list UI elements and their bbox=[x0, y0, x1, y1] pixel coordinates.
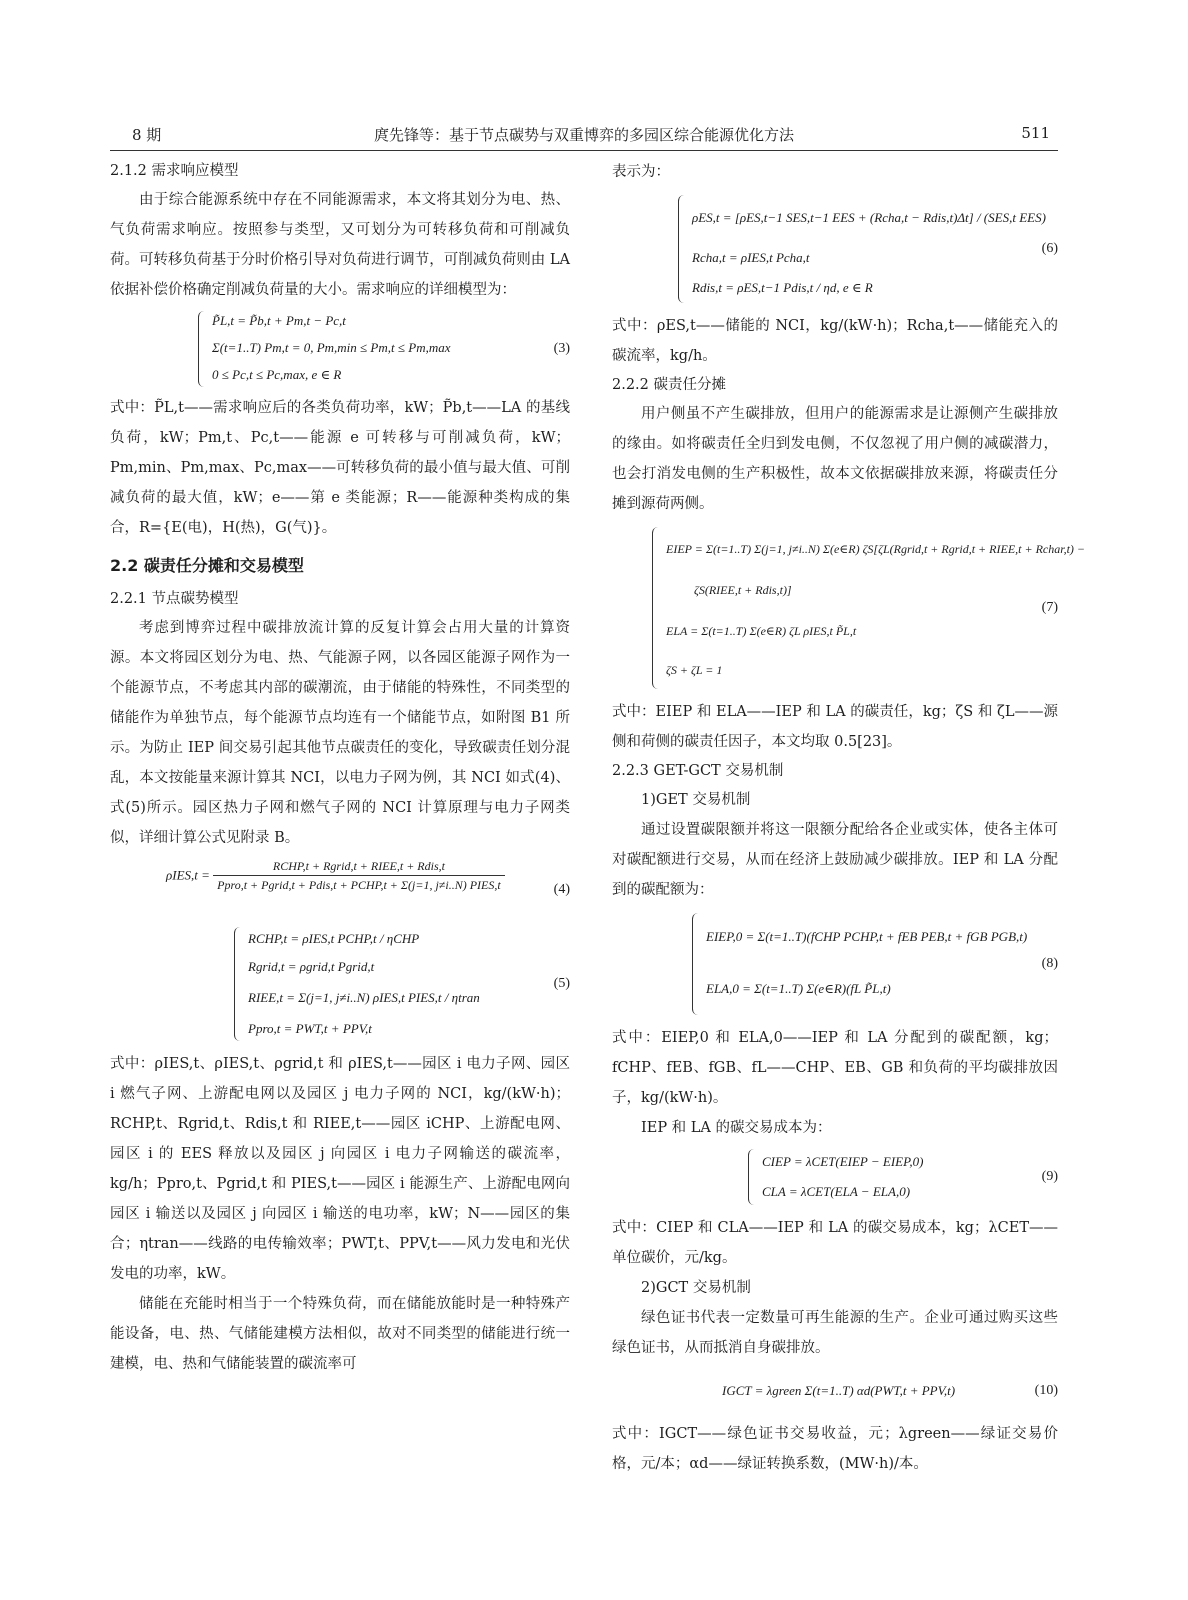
section-2-2-2-heading: 2.2.2 碳责任分摊 bbox=[612, 377, 727, 393]
eq9-line: CIEP = λCET(EIEP − EIEP,0) bbox=[762, 1154, 924, 1169]
eq3-line: P̃L,t = P̃b,t + Pm,t − Pc,t bbox=[212, 313, 346, 328]
equation-4 bbox=[110, 857, 570, 923]
equation-9 bbox=[748, 1147, 1058, 1207]
eq5-line: Ppro,t = PWT,t + PPV,t bbox=[248, 1021, 372, 1036]
equation-6 bbox=[678, 193, 1058, 305]
eq5-line: RCHP,t = ρIES,t PCHP,t / ηCHP bbox=[248, 931, 420, 946]
eq7-line: ζS(RIEE,t + Rdis,t)] bbox=[694, 583, 792, 597]
equation-brace bbox=[652, 527, 661, 689]
section-2-2-heading: 2.2 碳责任分摊和交易模型 bbox=[110, 556, 304, 575]
storage-paragraph: 储能在充能时相当于一个特殊负荷，而在储能放能时是一种特殊产能设备，电、热、气储能建模方法相似，故对不同类型的储能进行统一建模，电、热和气储能装置的碳流率可 bbox=[110, 1296, 570, 1372]
eq4-lhs: ρIES,t = bbox=[166, 867, 210, 883]
equation-number: (9) bbox=[1041, 1169, 1058, 1184]
eq5-line: Rgrid,t = ρgrid,t Pgrid,t bbox=[248, 959, 375, 974]
section-2-1-2-heading: 2.1.2 需求响应模型 bbox=[110, 163, 239, 179]
eq3-definitions: 式中：P̃L,t——需求响应后的各类负荷功率，kW；P̃b,t——LA 的基线负荷，kW；Pm,t、Pc,t——能源 e 可转移与可削减负荷，kW；Pm,min、Pm,max、Pc,max——可转移负荷的最小值与最大值、可削减负荷的最大值，kW；e——第 e 类能源；R——能源种类构成的集合，R={E(电)，H(热)，G(气)}。 bbox=[110, 400, 570, 536]
eq6-line: ρES,t = [ρES,t−1 SES,t−1 EES + (Rcha,t − Rdis,t)Δt] / (SES,t EES) bbox=[692, 210, 1046, 225]
get-heading: 1)GET 交易机制 bbox=[641, 792, 751, 808]
eq7-line: ζS + ζL = 1 bbox=[666, 663, 723, 677]
get-paragraph: 通过设置碳限额并将这一限额分配给各企业或实体，使各主体可对碳配额进行交易，从而在经济上鼓励减少碳排放。IEP 和 LA 分配到的碳配额为： bbox=[612, 822, 1058, 898]
equation-10 bbox=[722, 1367, 1058, 1415]
equation-brace bbox=[234, 927, 243, 1041]
equation-number: (7) bbox=[1041, 600, 1058, 615]
equation-number: (3) bbox=[553, 341, 570, 356]
equation-3 bbox=[198, 309, 570, 389]
equation-number: (6) bbox=[1041, 241, 1058, 256]
eq8-line: EIEP,0 = Σ(t=1..T)(fCHP PCHP,t + fEB PEB,t + fGB PGB,t) bbox=[706, 929, 1028, 944]
eq7-definitions: 式中：EIEP 和 ELA——IEP 和 LA 的碳责任，kg；ζS 和 ζL——源侧和荷侧的碳责任因子，本文均取 0.5[23]。 bbox=[612, 704, 1058, 750]
eq10-line: IGCT = λgreen Σ(t=1..T) αd(PWT,t + PPV,t) bbox=[722, 1383, 956, 1398]
demand-response-paragraph: 由于综合能源系统中存在不同能源需求，本文将其划分为电、热、气负荷需求响应。按照参与类型，又可划分为可转移负荷和可削减负荷。可转移负荷基于分时价格引导对负荷进行调节，可削减负荷则由 LA 依据补偿价格确定削减负荷量的大小。需求响应的详细模型为： bbox=[110, 192, 570, 298]
equation-number: (4) bbox=[553, 882, 570, 897]
eq5-definitions: 式中：ρIES,t、ρIES,t、ρgrid,t 和 ρIES,t——园区 i 电力子网、园区 i 燃气子网、上游配电网以及园区 j 电力子网的 NCI，kg/(kW·h)；RCHP,t、Rgrid,t、Rdis,t 和 RIEE,t——园区 iCHP、上游配电网、园区 i 的 EES 释放以及园区 j 向园区 i 电力子网输送的碳流率，kg/h；Ppro,t、Pgrid,t 和 PIES,t——园区 i 能源生产、上游配电网向园区 i 输送以及园区 j 向园区 i 输送的电功率，kW；N——园区的集合；ηtran——线路的电传输效率；PWT,t、PPV,t——风力发电和光伏发电的功率，kW。 bbox=[110, 1056, 570, 1282]
equation-brace bbox=[678, 195, 687, 303]
eq7-line: ELA = Σ(t=1..T) Σ(e∈R) ζL ρIES,t P̃L,t bbox=[666, 624, 857, 638]
equation-brace bbox=[748, 1149, 757, 1205]
eq9-line: CLA = λCET(ELA − ELA,0) bbox=[762, 1184, 911, 1199]
carbon-cost-intro: IEP 和 LA 的碳交易成本为： bbox=[641, 1120, 832, 1136]
eq6-line: Rcha,t = ρIES,t Pcha,t bbox=[692, 250, 810, 265]
eq6-line: Rdis,t = ρES,t−1 Pdis,t / ηd, e ∈ R bbox=[692, 280, 873, 295]
gct-paragraph: 绿色证书代表一定数量可再生能源的生产。企业可通过购买这些绿色证书，从而抵消自身碳排放。 bbox=[612, 1310, 1058, 1356]
equation-7 bbox=[652, 525, 1085, 691]
eq8-definitions: 式中：EIEP,0 和 ELA,0——IEP 和 LA 分配到的碳配额，kg；fCHP、fEB、fGB、fL——CHP、EB、GB 和负荷的平均碳排放因子，kg/(kW·h)。 bbox=[612, 1030, 1058, 1106]
left-column bbox=[110, 157, 570, 1379]
running-header bbox=[110, 124, 1058, 151]
node-carbon-paragraph: 考虑到博弈过程中碳排放流计算的反复计算会占用大量的计算资源。本文将园区划分为电、热、气能源子网，以各园区能源子网作为一个能源节点，不考虑其内部的碳潮流，由于储能的特殊性，不同类型的储能作为单独节点，每个能源节点均连有一个储能节点，如附图 B1 所示。为防止 IEP 间交易引起其他节点碳责任的变化，导致碳责任划分混乱，本文按能量来源计算其 NCI，以电力子网为例，其 NCI 如式(4)、式(5)所示。园区热力子网和燃气子网的 NCI 计算原理与电力子网类似，详细计算公式见附录 B。 bbox=[110, 620, 570, 846]
equation-brace bbox=[198, 311, 207, 387]
eq4-numerator: RCHP,t + Rgrid,t + RIEE,t + Rdis,t bbox=[213, 857, 505, 876]
equation-number: (8) bbox=[1041, 956, 1058, 971]
eq3-line: 0 ≤ Pc,t ≤ Pc,max, e ∈ R bbox=[212, 367, 342, 382]
running-title: 庹先锋等：基于节点碳势与双重博弈的多园区综合能源优化方法 bbox=[373, 126, 794, 144]
eq6-definitions: 式中：ρES,t——储能的 NCI，kg/(kW·h)；Rcha,t——储能充入的碳流率，kg/h。 bbox=[612, 318, 1058, 364]
eq9-definitions: 式中：CIEP 和 CLA——IEP 和 LA 的碳交易成本，kg；λCET——单位碳价，元/kg。 bbox=[612, 1220, 1058, 1266]
eq5-line: RIEE,t = Σ(j=1, j≠i..N) ρIES,t PIES,t / ηtran bbox=[248, 990, 480, 1005]
eq4-denominator: Ppro,t + Pgrid,t + Pdis,t + PCHP,t + Σ(j=1, j≠i..N) PIES,t bbox=[217, 878, 501, 892]
eq3-line: Σ(t=1..T) Pm,t = 0, Pm,min ≤ Pm,t ≤ Pm,max bbox=[212, 340, 451, 355]
eq10-definitions: 式中：IGCT——绿色证书交易收益，元；λgreen——绿证交易价格，元/本；αd——绿证转换系数，(MW·h)/本。 bbox=[612, 1426, 1058, 1472]
section-2-2-3-heading: 2.2.3 GET-GCT 交易机制 bbox=[612, 763, 784, 779]
section-2-2-1-heading: 2.2.1 节点碳势模型 bbox=[110, 591, 239, 607]
page-number: 511 bbox=[1021, 124, 1050, 142]
eq7-line: EIEP = Σ(t=1..T) Σ(j=1, j≠i..N) Σ(e∈R) ζS[ζL(Rgrid,t + Rgrid,t + RIEE,t + Rchar,t) − bbox=[666, 542, 1085, 556]
gct-heading: 2)GCT 交易机制 bbox=[641, 1280, 751, 1296]
eq4-fraction bbox=[213, 857, 505, 894]
equation-brace bbox=[692, 913, 701, 1015]
equation-8 bbox=[692, 911, 1058, 1017]
carbon-responsibility-paragraph: 用户侧虽不产生碳排放，但用户的能源需求是让源侧产生碳排放的缘由。如将碳责任全归到发电侧，不仅忽视了用户侧的减碳潜力，也会打消发电侧的生产积极性，故本文依据碳排放来源，将碳责任分摊到源荷两侧。 bbox=[612, 406, 1058, 512]
equation-number: (10) bbox=[1034, 1383, 1058, 1398]
equation-5 bbox=[234, 925, 570, 1043]
right-column bbox=[612, 157, 1085, 1479]
eq8-line: ELA,0 = Σ(t=1..T) Σ(e∈R)(fL P̃L,t) bbox=[706, 981, 891, 996]
expressed-as-text: 表示为： bbox=[612, 164, 670, 180]
issue-number: 8 期 bbox=[132, 126, 162, 144]
equation-number: (5) bbox=[553, 976, 570, 991]
